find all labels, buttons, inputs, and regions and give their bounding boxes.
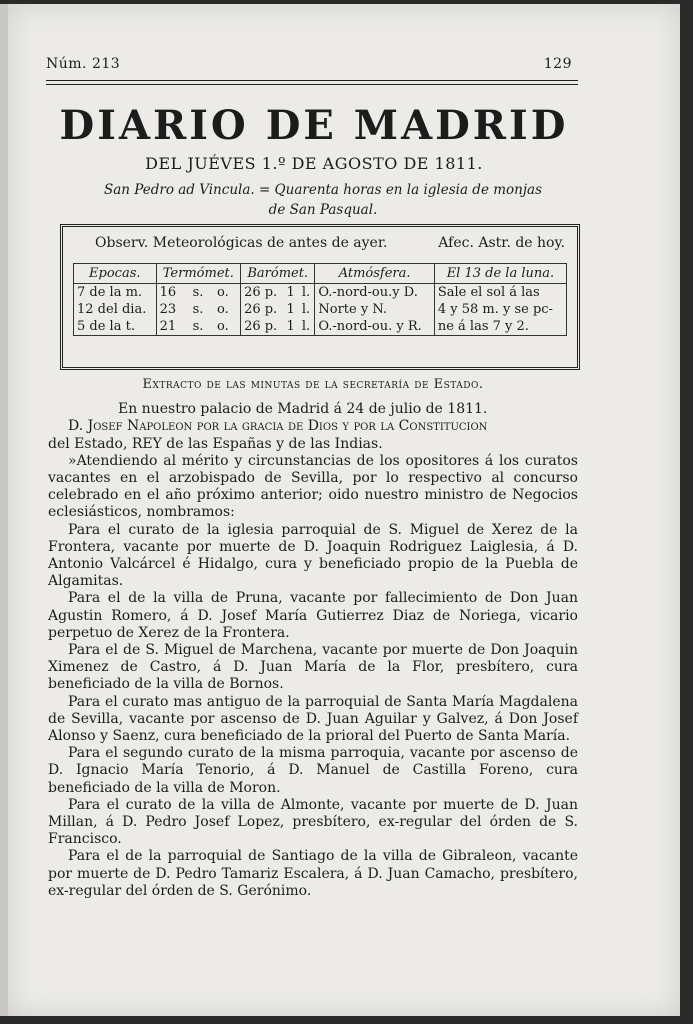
cell-baro-lines: 1 <box>286 285 295 300</box>
dateline: DEL JUÉVES 1.º DE AGOSTO DE 1811. <box>145 154 483 173</box>
cell-termo-zero: o. <box>214 318 241 336</box>
paragraph: Para el curato mas antiguo de la parroquial de Santa María Magdalena de Sevilla, vacante por ascenso de D. Juan Aguilar y Galvez, á Don Josef Alonso y Saenz, cura beneficiado de la prioral del Puerto de Santa María. <box>48 693 578 745</box>
cell-termo-zero: o. <box>214 284 241 302</box>
article-opening: En nuestro palacio de Madrid á 24 de julio de 1811. <box>118 401 488 418</box>
cell-atmosfera: O.-nord-ou.y D. <box>315 284 434 302</box>
meteo-headings <box>63 227 577 251</box>
cell-baro-unit: l. <box>299 318 315 336</box>
paragraph: Para el segundo curato de la misma parroquia, vacante por ascenso de D. Ignacio María Tenorio, á D. Manuel de Castilla Foreno, cura beneficiado de la villa de Moron. <box>48 745 578 796</box>
saints-of-day <box>68 180 578 220</box>
cell-termo-value: 16 <box>156 284 190 302</box>
cell-baro-lines: 1 <box>286 302 295 317</box>
masthead-title: DIARIO DE MADRID <box>59 102 569 149</box>
king-title-rest: del Estado, REY de las Españas y de las Indias. <box>48 435 383 452</box>
cell-baro-unit: l. <box>299 301 315 318</box>
cell-baro-value: 26 p. <box>241 318 284 336</box>
page-edge <box>0 4 8 1016</box>
cell-termo-value: 23 <box>156 301 190 318</box>
meteorological-table <box>60 224 580 370</box>
saints-line-2: de San Pasqual. <box>268 202 378 218</box>
col-atmosfera: Atmósfera. <box>315 264 434 284</box>
paragraph: »Atendiendo al mérito y circunstancias de los opositores á los curatos vacantes en el arzobispado de Sevilla, por lo respectivo al concurso celebrado en el año próximo anterior; oido nuestro ministro de Negocios eclesiásticos, nombramos: <box>48 452 578 521</box>
paragraph: Para el curato de la villa de Almonte, vacante por muerte de D. Juan Millan, á D. Pedro Josef Lopez, presbítero, ex-regular del órden de S. Francisco. <box>48 796 578 848</box>
col-barometro: Barómet. <box>241 264 315 284</box>
cell-termo-unit: s. <box>192 285 204 300</box>
section-title: Extracto de las minutas de la secretaría de Estado. <box>142 377 484 392</box>
cell-baro-unit: l. <box>299 284 315 302</box>
meteo-column-headers <box>74 264 567 284</box>
page-number: 129 <box>543 56 572 72</box>
cell-termo-unit: s. <box>190 318 214 336</box>
cell-baro-value: 26 p. <box>241 301 284 318</box>
cell-epoca: 12 del dia. <box>74 301 157 318</box>
cell-luna: Sale el sol á las <box>434 284 566 302</box>
cell-atmosfera: Norte y N. <box>315 301 434 318</box>
header-rule-top <box>46 80 578 81</box>
cell-epoca: 7 de la m. <box>74 284 157 302</box>
cell-luna: 4 y 58 m. y se pc- <box>434 301 566 318</box>
king-title-smallcaps: D. Josef Napoleon por la gracia de Dios y por la Constitucion <box>68 418 488 435</box>
issue-header <box>46 56 572 72</box>
paragraph: Para el de S. Miguel de Marchena, vacante por muerte de Don Joaquin Ximenez de Castro, á D. Juan María de la Flor, presbítero, cura beneficiado de la villa de Bornos. <box>48 642 578 693</box>
issue-number: Núm. 213 <box>46 56 121 72</box>
table-row <box>74 318 567 336</box>
cell-epoca: 5 de la t. <box>74 318 157 336</box>
meteo-data-table <box>73 263 567 336</box>
cell-baro-lines: 1 <box>283 318 298 336</box>
paragraph: Para el de la parroquial de Santiago de la villa de Gibraleon, vacante por muerte de D. Pedro Tamariz Escalera, á D. Juan Camacho, presbítero, ex-regular del órden de S. Gerónimo. <box>48 848 578 899</box>
cell-termo-unit: s. <box>192 302 204 317</box>
table-row <box>74 284 567 302</box>
king-title <box>48 418 578 452</box>
col-epocas: Epocas. <box>74 264 157 284</box>
cell-luna: ne á las 7 y 2. <box>434 318 566 336</box>
col-termometro: Termómet. <box>156 264 240 284</box>
header-rule-bottom <box>46 84 578 85</box>
cell-termo-zero: o. <box>214 301 241 318</box>
meteo-left-heading: Observ. Meteorológicas de antes de ayer. <box>95 235 388 251</box>
paragraph: Para el curato de la iglesia parroquial de S. Miguel de Xerez de la Frontera, vacante por muerte de D. Joaquin Rodriguez Laiglesia, á D. Antonio Valcárcel é Hidalgo, cura y beneficiado propio de la Puebla de Algamitas. <box>48 521 578 590</box>
meteo-right-heading: Afec. Astr. de hoy. <box>438 235 565 251</box>
saints-line-1: San Pedro ad Vincula. = Quarenta horas en la iglesia de monjas <box>103 182 543 198</box>
col-luna: El 13 de la luna. <box>434 264 566 284</box>
newspaper-page <box>8 4 680 1016</box>
cell-baro-value: 26 p. <box>241 284 284 302</box>
paragraph: Para el de la villa de Pruna, vacante por fallecimiento de Don Juan Agustin Romero, á D. Josef María Gutierrez Diaz de Noriega, vicario perpetuo de Xerez de la Frontera. <box>48 590 578 641</box>
table-row <box>74 301 567 318</box>
article-body <box>48 376 578 900</box>
cell-atmosfera: O.-nord-ou. y R. <box>315 318 434 336</box>
cell-termo-value: 21 <box>156 318 190 336</box>
